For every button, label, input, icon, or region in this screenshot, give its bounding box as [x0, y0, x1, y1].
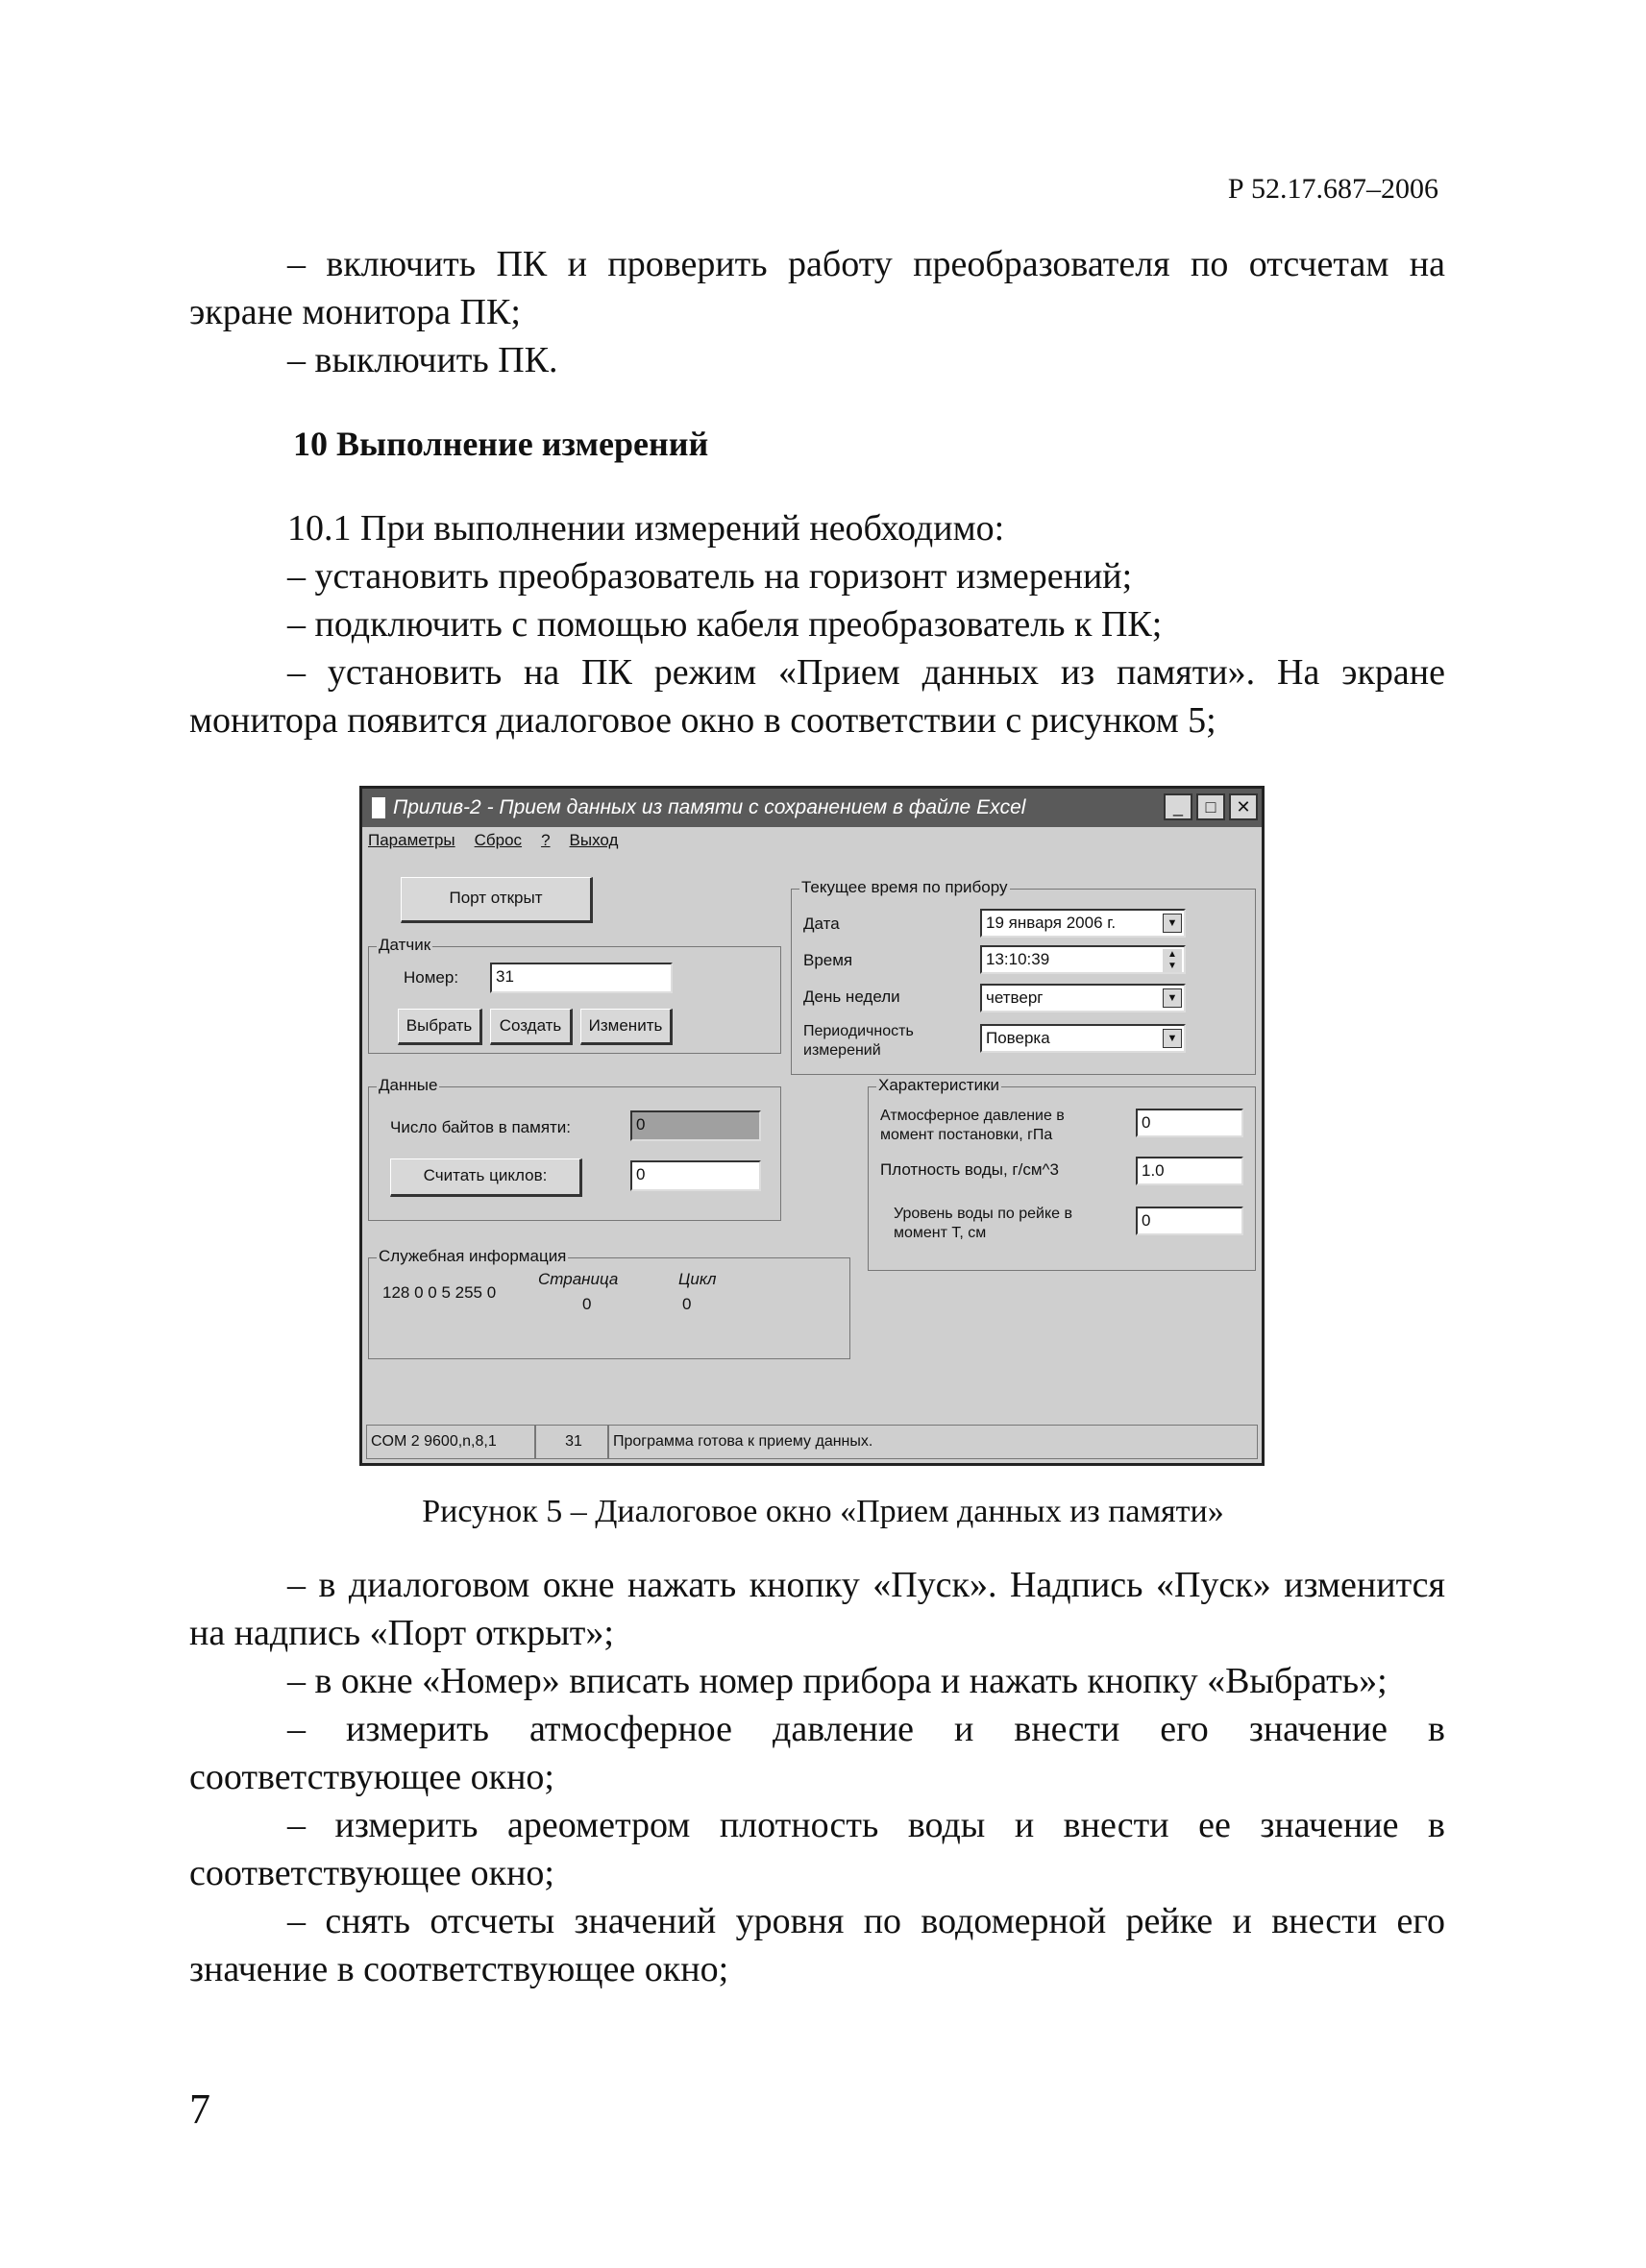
service-info-group-label: Служебная информация: [379, 1247, 567, 1265]
window-controls: [1164, 793, 1258, 820]
paragraph: – установить на ПК режим «Прием данных из памяти». На экране монитора появится диалоговое окно в соответствии с рисунком 5;: [189, 652, 1445, 741]
paragraph: 10.1 При выполнении измерений необходимо:: [287, 508, 1005, 549]
window-title: Прилив-2 - Прием данных из памяти с сохранением в файле Excel: [393, 796, 1026, 818]
time-value: 13:10:39: [986, 950, 1050, 968]
close-icon[interactable]: ✕: [1229, 793, 1258, 820]
service-info-group: [368, 1247, 850, 1359]
period-value: Поверка: [986, 1029, 1050, 1047]
select-button[interactable]: Выбрать: [398, 1009, 482, 1045]
pressure-label: Атмосферное давление в момент постановки, гПа: [880, 1108, 1065, 1143]
paragraph: – включить ПК и проверить работу преобразователя по отсчетам на экране монитора ПК;: [189, 244, 1445, 332]
chevron-down-icon[interactable]: ▼: [1163, 988, 1182, 1008]
menu-reset[interactable]: Сброс: [474, 831, 523, 849]
paragraph: – измерить атмосферное давление и внести его значение в соответствующее окно;: [189, 1709, 1445, 1797]
number-input[interactable]: 31: [490, 963, 673, 993]
period-label: Периодичность измерений: [803, 1023, 914, 1059]
pressure-input[interactable]: 0: [1136, 1109, 1243, 1137]
date-label: Дата: [803, 915, 840, 933]
paragraph: – в диалоговом окне нажать кнопку «Пуск». Надпись «Пуск» изменится на надпись «Порт открыт»;: [189, 1565, 1445, 1653]
bytes-in-memory-label: Число байтов в памяти:: [390, 1118, 572, 1136]
paragraph: – в окне «Номер» вписать номер прибора и нажать кнопку «Выбрать»;: [287, 1661, 1388, 1701]
characteristics-group-label: Характеристики: [878, 1076, 1000, 1094]
status-bar: [366, 1425, 1258, 1459]
title-bar: [362, 789, 1262, 827]
paragraph: – измерить ареометром плотность воды и внести ее значение в соответствующее окно;: [189, 1805, 1445, 1893]
maximize-icon[interactable]: □: [1196, 793, 1225, 820]
port-open-button[interactable]: Порт открыт: [401, 877, 593, 923]
data-group: [368, 1076, 781, 1221]
menu-exit[interactable]: Выход: [569, 831, 619, 849]
density-input[interactable]: 1.0: [1136, 1157, 1243, 1185]
change-button[interactable]: Изменить: [580, 1009, 673, 1045]
document-code: Р 52.17.687–2006: [1227, 173, 1438, 205]
cycle-value: 0: [682, 1295, 692, 1313]
period-select[interactable]: [980, 1024, 1186, 1053]
menu-bar: [368, 831, 618, 854]
date-value: 19 января 2006 г.: [986, 914, 1117, 932]
date-picker[interactable]: [980, 909, 1186, 938]
weekday-value: четверг: [986, 988, 1044, 1007]
status-port: COM 2 9600,n,8,1: [366, 1425, 535, 1459]
status-number: 31: [535, 1425, 608, 1459]
cycles-input[interactable]: 0: [630, 1160, 761, 1191]
data-group-label: Данные: [379, 1076, 438, 1094]
spin-arrows-icon[interactable]: ▲ ▼: [1163, 949, 1182, 972]
weekday-select[interactable]: [980, 984, 1186, 1012]
paragraph: – установить преобразователь на горизонт измерений;: [287, 556, 1133, 597]
read-cycles-button[interactable]: Считать циклов:: [390, 1158, 582, 1197]
section-heading: 10 Выполнение измерений: [293, 425, 709, 463]
create-button[interactable]: Создать: [490, 1009, 573, 1045]
sensor-group: [368, 936, 781, 1054]
time-input[interactable]: [980, 945, 1186, 974]
number-label: Номер:: [404, 968, 459, 987]
paragraph: – подключить с помощью кабеля преобразователь к ПК;: [287, 604, 1163, 645]
cycle-label: Цикл: [678, 1270, 717, 1288]
menu-parameters[interactable]: Параметры: [368, 831, 455, 849]
bytes-in-memory-field: 0: [630, 1110, 761, 1141]
page-value: 0: [582, 1295, 592, 1313]
dialog-window-figure: [359, 786, 1265, 1466]
density-label: Плотность воды, г/см^3: [880, 1160, 1059, 1179]
chevron-down-icon[interactable]: ▼: [1163, 914, 1182, 933]
page-number: 7: [189, 2085, 210, 2133]
service-bytes: 128 0 0 5 255 0: [382, 1283, 497, 1302]
app-icon: [372, 797, 385, 818]
time-label: Время: [803, 951, 853, 969]
status-message: Программа готова к приему данных.: [608, 1425, 1258, 1459]
water-level-input[interactable]: 0: [1136, 1207, 1243, 1235]
menu-help[interactable]: ?: [541, 831, 551, 849]
device-time-group: [791, 878, 1256, 1075]
figure-caption: Рисунок 5 – Диалоговое окно «Прием данных из памяти»: [422, 1494, 1224, 1529]
chevron-down-icon[interactable]: ▼: [1163, 1029, 1182, 1048]
device-time-group-label: Текущее время по прибору: [801, 878, 1008, 896]
paragraph: – выключить ПК.: [287, 340, 558, 380]
page-label: Страница: [538, 1270, 619, 1288]
weekday-label: День недели: [803, 988, 900, 1006]
minimize-icon[interactable]: _: [1164, 793, 1192, 820]
sensor-group-label: Датчик: [379, 936, 431, 954]
water-level-label: Уровень воды по рейке в момент T, см: [894, 1206, 1072, 1241]
paragraph: – снять отсчеты значений уровня по водомерной рейке и внести его значение в соответствующее окно;: [189, 1901, 1445, 1989]
characteristics-group: [868, 1076, 1256, 1271]
